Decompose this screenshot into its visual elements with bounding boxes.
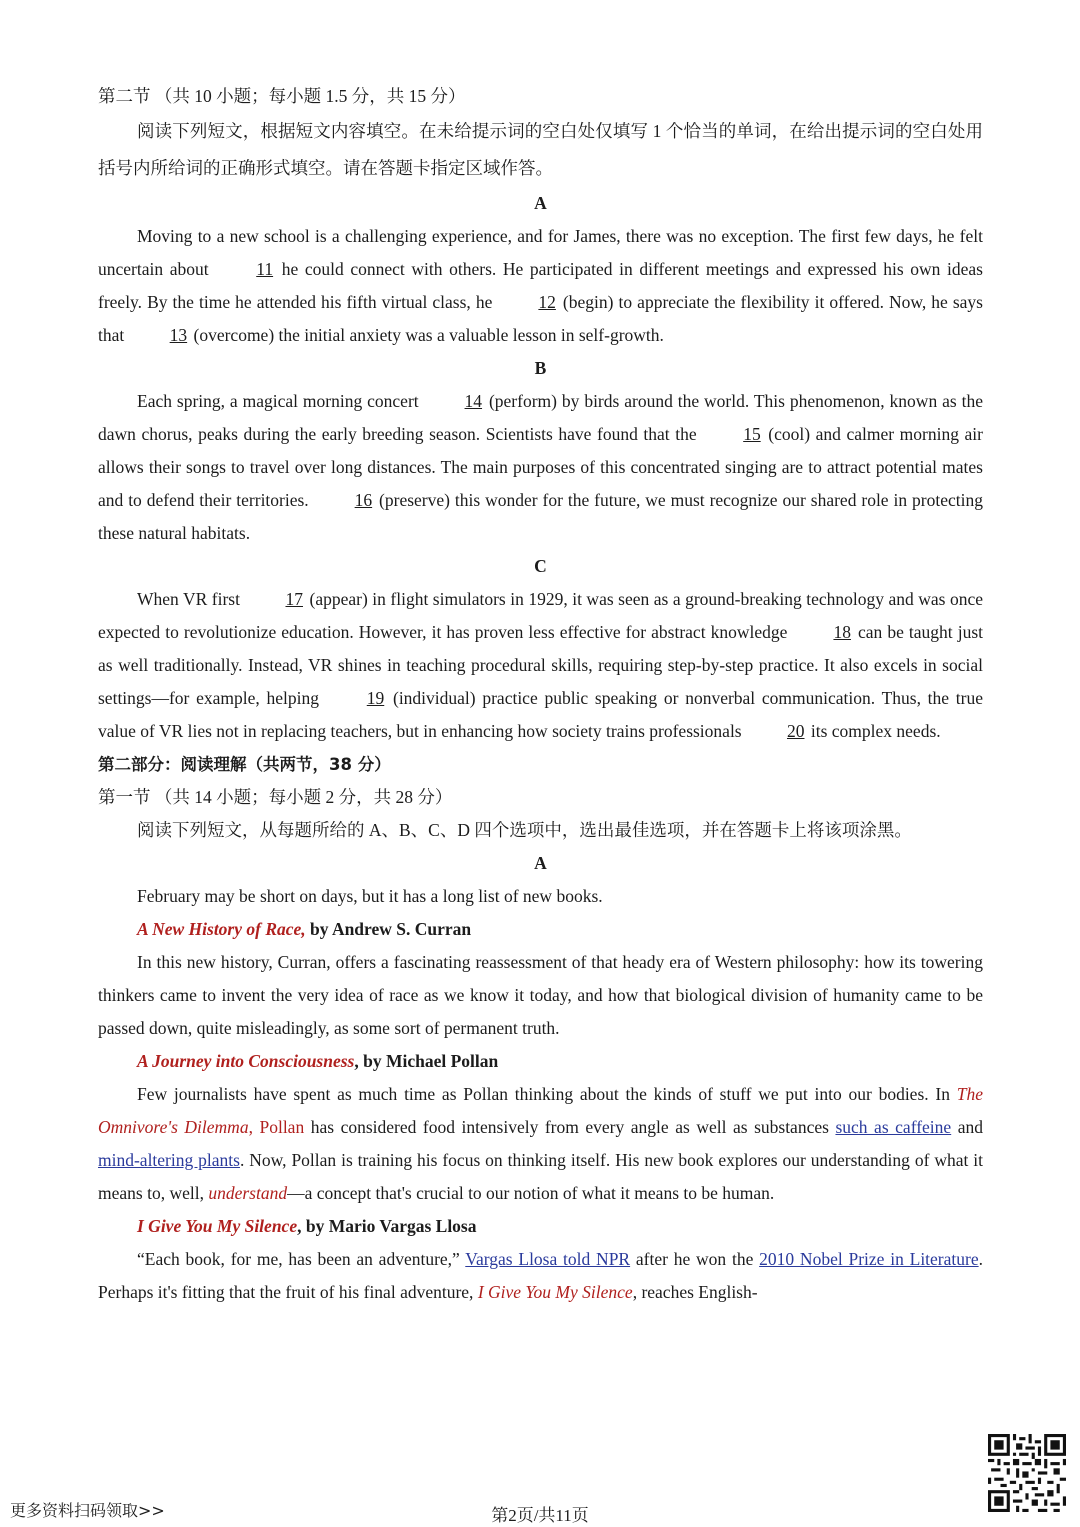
book-1-title: A New History of Race,: [137, 919, 306, 939]
section-heading: 第二节 （共 10 小题；每小题 1.5 分，共 15 分）: [98, 86, 466, 106]
blank-12[interactable]: 12: [538, 292, 556, 312]
book-3-heading: I Give You My Silence, by Mario Vargas Llosa: [137, 1216, 477, 1236]
blank-16[interactable]: 16: [354, 490, 373, 510]
passage-a-text: Moving to a new school is a challenging experience, and for James, there was no exception. The first few days, he felt uncertain about 11 he could connect with others. He participated in different meetings and expressed his own ideas freely. By the time he attended his fifth virtual class, he 12 (begin) to appreciate the flexibility it offered. Now, he says that 13 (overcome) the initial anxiety was a valuable lesson in self-growth.: [98, 220, 983, 352]
book-3-title: I Give You My Silence: [137, 1216, 298, 1236]
passage-b-label: B: [534, 358, 547, 378]
link-vargas-llosa-npr[interactable]: Vargas Llosa told NPR: [465, 1249, 631, 1269]
part-heading: 第二部分：阅读理解（共两节，38 分）: [98, 755, 391, 774]
book-2-title: A Journey into Consciousness: [137, 1051, 355, 1071]
passage-c-label: C: [534, 556, 547, 576]
document-page: [98, 80, 983, 1309]
link-such-as-caffeine[interactable]: such as caffeine: [835, 1117, 952, 1137]
blank-13[interactable]: 13: [169, 325, 188, 345]
blank-18[interactable]: 18: [833, 622, 851, 642]
part-instruction: 阅读下列短文，从每题所给的 A、B、C、D 四个选项中，选出最佳选项，并在答题卡上将该项涂黑。: [137, 820, 912, 840]
blank-17[interactable]: 17: [285, 589, 303, 609]
passage-a-label: A: [534, 193, 547, 213]
passage-c-text: When VR first 17 (appear) in flight simulators in 1929, it was seen as a ground-breaking technology and was once expected to revolutionize education. However, it has proven less effective for abstract knowledge 18 can be taught just as well traditionally. Instead, VR shines in teaching procedural skills, requiring step-by-step practice. It also excels in social settings—for example, helping 19 (individual) practice public speaking or nonverbal communication. Thus, the true value of VR lies not in replacing teachers, but in enhancing how society trains professionals 20 its complex needs.: [98, 583, 983, 748]
section-instruction: 阅读下列短文，根据短文内容填空。在未给提示词的空白处仅填写 1 个恰当的单词，在给出提示词的空白处用括号内所给词的正确形式填空。请在答题卡指定区域作答。: [98, 121, 983, 178]
passage-b-text: Each spring, a magical morning concert 14 (perform) by birds around the world. This phenomenon, known as the dawn chorus, peaks during the early breeding season. Scientists have found that the 15 (cool) and calmer morning air allows their songs to travel over long distances. The main purposes of this concentrated singing are to attract potential mates and to defend their territories. 16 (preserve) this wonder for the future, we must recognize our shared role in protecting these natural habitats.: [98, 385, 983, 550]
reading-a-label: A: [534, 853, 547, 873]
link-nobel-prize[interactable]: 2010 Nobel Prize in Literature: [759, 1249, 979, 1269]
qr-code-icon: [988, 1434, 1066, 1512]
blank-11[interactable]: 11: [256, 259, 274, 279]
footer-promo: 更多资料扫码领取>>: [10, 1501, 165, 1520]
book-2-heading: A Journey into Consciousness, by Michael Pollan: [137, 1051, 499, 1071]
reading-intro: February may be short on days, but it has a long list of new books.: [137, 886, 603, 906]
page-number: 第2页/共11页: [491, 1506, 589, 1525]
blank-15[interactable]: 15: [743, 424, 761, 444]
book-1-desc: In this new history, Curran, offers a fascinating reassessment of that heady era of Western philosophy: how its towering thinkers came to invent the very idea of race as we know it today, and how that biological division of humanity came to be passed down, quite misleadingly, as some sort of permanent truth.: [98, 952, 983, 1038]
blank-19[interactable]: 19: [366, 688, 385, 708]
link-mind-altering-plants[interactable]: mind-altering plants: [98, 1150, 240, 1170]
blank-20[interactable]: 20: [787, 721, 805, 741]
book-2-desc: Few journalists have spent as much time as Pollan thinking about the kinds of stuff we put into our bodies. In The Omnivore's Dilemma, Pollan has considered food intensively from every angle as well as substances such as caffeine and mind-altering plants. Now, Pollan is training his focus on thinking itself. His new book explores our understanding of what it means to, well, understand—a concept that's crucial to our notion of what it means to be human.: [98, 1084, 983, 1203]
book-3-desc: “Each book, for me, has been an adventure,” Vargas Llosa told NPR after he won the 2010 Nobel Prize in Literature. Perhaps it's fitting that the fruit of his final adventure, I Give You My Silence, reaches English-: [98, 1249, 983, 1302]
book-1-heading: A New History of Race, by Andrew S. Curran: [137, 919, 472, 939]
part-section-heading: 第一节 （共 14 小题；每小题 2 分，共 28 分）: [98, 787, 453, 807]
blank-14[interactable]: 14: [464, 391, 483, 411]
